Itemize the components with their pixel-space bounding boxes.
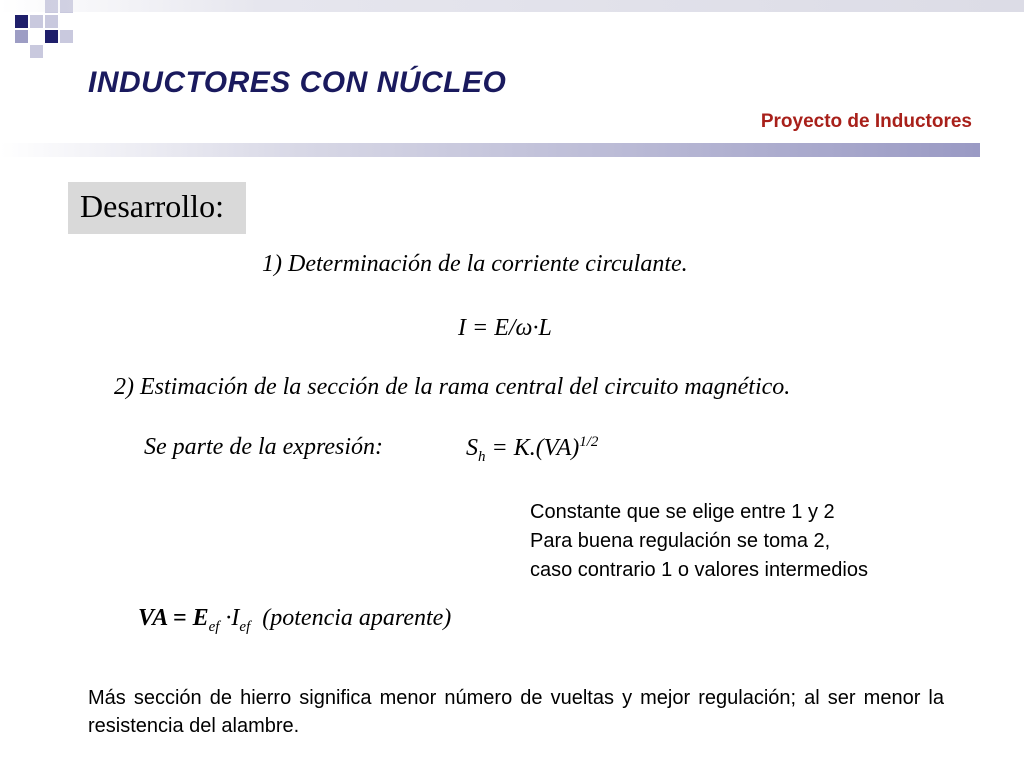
va-formula-description: (potencia aparente) (250, 605, 452, 631)
section-formula (466, 434, 598, 466)
slide-subtitle: Proyecto de Inductores (760, 111, 972, 132)
constant-note (530, 498, 868, 585)
va-formula-i-sub: ef (239, 618, 251, 635)
slide-title: INDUCTORES CON NÚCLEO (88, 66, 507, 99)
corner-square-dark (15, 15, 28, 28)
constant-note-line: Para buena regulación se toma 2, (530, 530, 831, 552)
constant-note-line: caso contrario 1 o valores intermedios (530, 559, 868, 581)
section-label: Desarrollo: (80, 188, 224, 224)
section-formula-rhs: = K.(VA) (485, 435, 580, 461)
corner-square-light (60, 30, 73, 43)
header-bar-bottom (0, 143, 980, 157)
corner-square-light (45, 15, 58, 28)
conclusion-paragraph: Más sección de hierro significa menor número de vueltas y mejor regulación; al ser menor la resistencia del alambre. (88, 687, 944, 737)
step2-intro: Se parte de la expresión: (144, 434, 384, 460)
constant-note-line: Constante que se elige entre 1 y 2 (530, 501, 835, 523)
va-formula-e-sub: ef (208, 618, 220, 635)
corner-square-light (30, 45, 43, 58)
step2-heading: 2) Estimación de la sección de la rama central del circuito magnético. (114, 374, 791, 400)
section-formula-lhs: S (466, 435, 478, 461)
va-formula-lhs: VA = E (138, 605, 209, 631)
section-formula-lhs-sub: h (478, 448, 486, 465)
step1-heading: 1) Determinación de la corriente circulante. (262, 251, 688, 277)
section-formula-exponent: 1/2 (579, 434, 599, 450)
corner-square-light (30, 15, 43, 28)
corner-square-mid (15, 30, 28, 43)
corner-square-dark (45, 30, 58, 43)
va-formula-dot: ·I (219, 605, 240, 631)
va-formula (138, 605, 451, 636)
step1-formula: I = E/ω·L (458, 315, 552, 341)
header-bar-top (0, 0, 1024, 12)
